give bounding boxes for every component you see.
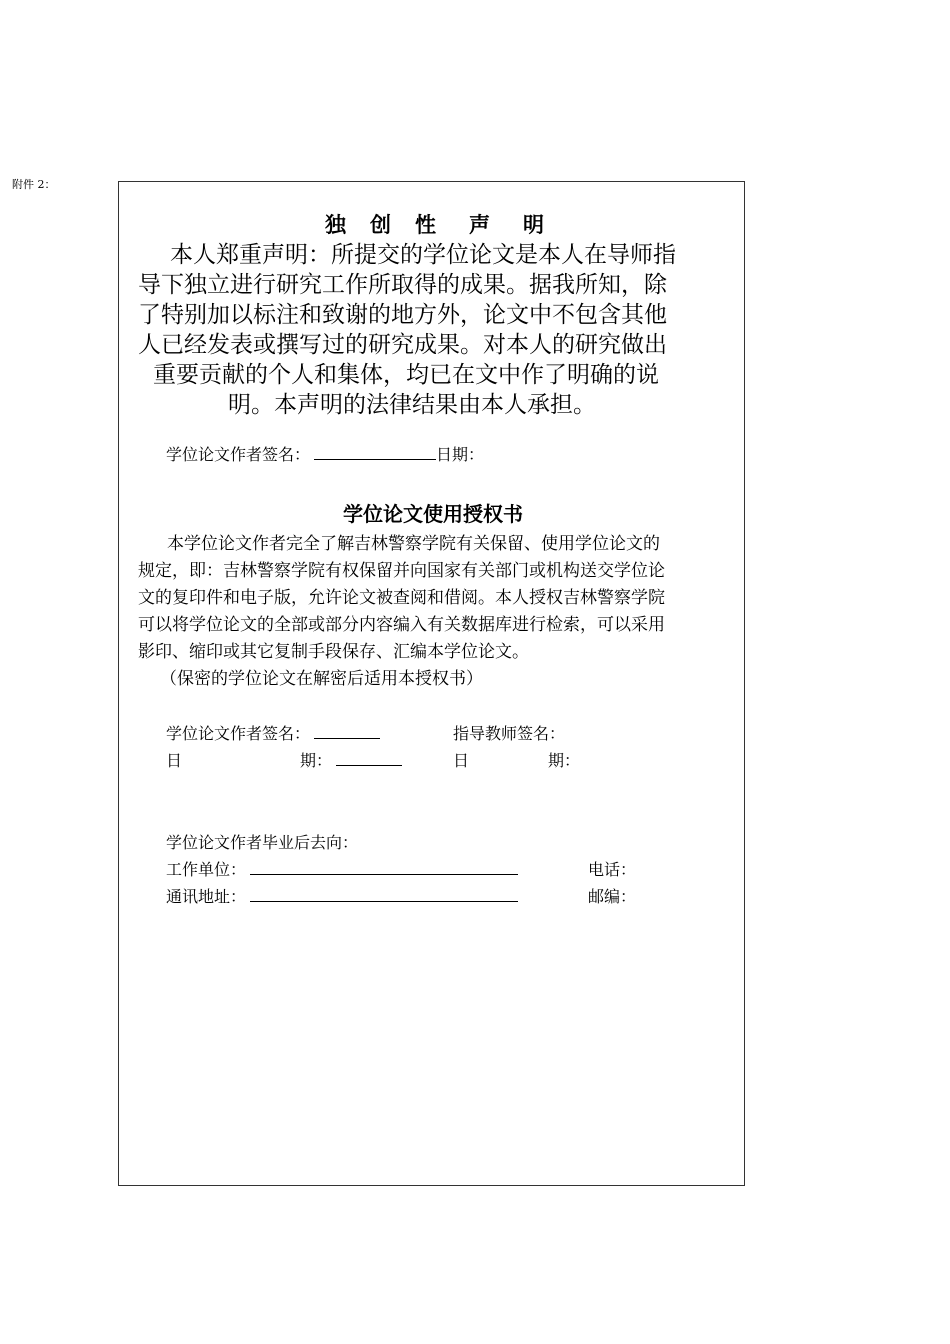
authorization-note: （保密的学位论文在解密后适用本授权书） [160, 669, 483, 689]
title-char: 明 [523, 212, 544, 237]
date-right-b: 期： [548, 751, 581, 770]
workplace-row [166, 860, 518, 880]
declaration-line: 重要贡献的个人和集体，均已在文中作了明确的说 [153, 362, 659, 388]
address-field[interactable] [250, 887, 518, 902]
declaration-line: 明。本声明的法律结果由本人承担。 [228, 392, 596, 418]
declaration-line: 人已经发表或撰写过的研究成果。对本人的研究做出 [138, 332, 667, 358]
declaration-line: 导下独立进行研究工作所取得的成果。据我所知，除 [138, 272, 667, 298]
workplace-label: 工作单位： [166, 860, 247, 879]
workplace-field[interactable] [250, 860, 518, 875]
address-label: 通讯地址： [166, 887, 247, 906]
author-date-row [300, 751, 402, 771]
title-char: 独 [325, 212, 346, 237]
date-left-a: 日 [166, 751, 183, 770]
author-signature-field[interactable] [314, 724, 380, 739]
postcode-label: 邮编： [588, 887, 637, 906]
date-label: 日期： [436, 445, 485, 464]
declaration-signature-row [166, 445, 484, 465]
date-right-a: 日 [453, 751, 470, 770]
authorization-line: 影印、缩印或其它复制手段保存、汇编本学位论文。 [138, 642, 529, 662]
authorization-title: 学位论文使用授权书 [343, 502, 523, 526]
declaration-line: 本人郑重声明：所提交的学位论文是本人在导师指 [170, 242, 676, 268]
destination-heading: 学位论文作者毕业后去向： [166, 833, 359, 852]
authorization-line: 本学位论文作者完全了解吉林警察学院有关保留、使用学位论文的 [167, 534, 660, 554]
signature-label: 学位论文作者签名： [166, 445, 311, 464]
address-row [166, 887, 518, 907]
author-signature-label: 学位论文作者签名： [166, 724, 311, 743]
attachment-label: 附件 2： [12, 178, 56, 191]
author-signature-row [166, 724, 380, 744]
authorization-line: 规定，即：吉林警察学院有权保留并向国家有关部门或机构送交学位论 [138, 561, 665, 581]
signature-field[interactable] [314, 445, 436, 460]
date-left-b: 期： [300, 751, 333, 770]
declaration-title [325, 209, 544, 239]
title-char: 声 [469, 212, 490, 237]
title-char: 性 [415, 212, 436, 237]
authorization-line: 可以将学位论文的全部或部分内容编入有关数据库进行检索，可以采用 [138, 615, 665, 635]
declaration-line: 了特别加以标注和致谢的地方外，论文中不包含其他 [138, 302, 667, 328]
phone-label: 电话： [588, 860, 637, 879]
supervisor-signature-label: 指导教师签名： [453, 724, 566, 743]
authorization-line: 文的复印件和电子版，允许论文被查阅和借阅。本人授权吉林警察学院 [138, 588, 665, 608]
author-date-field[interactable] [336, 751, 402, 766]
title-char: 创 [370, 212, 391, 237]
